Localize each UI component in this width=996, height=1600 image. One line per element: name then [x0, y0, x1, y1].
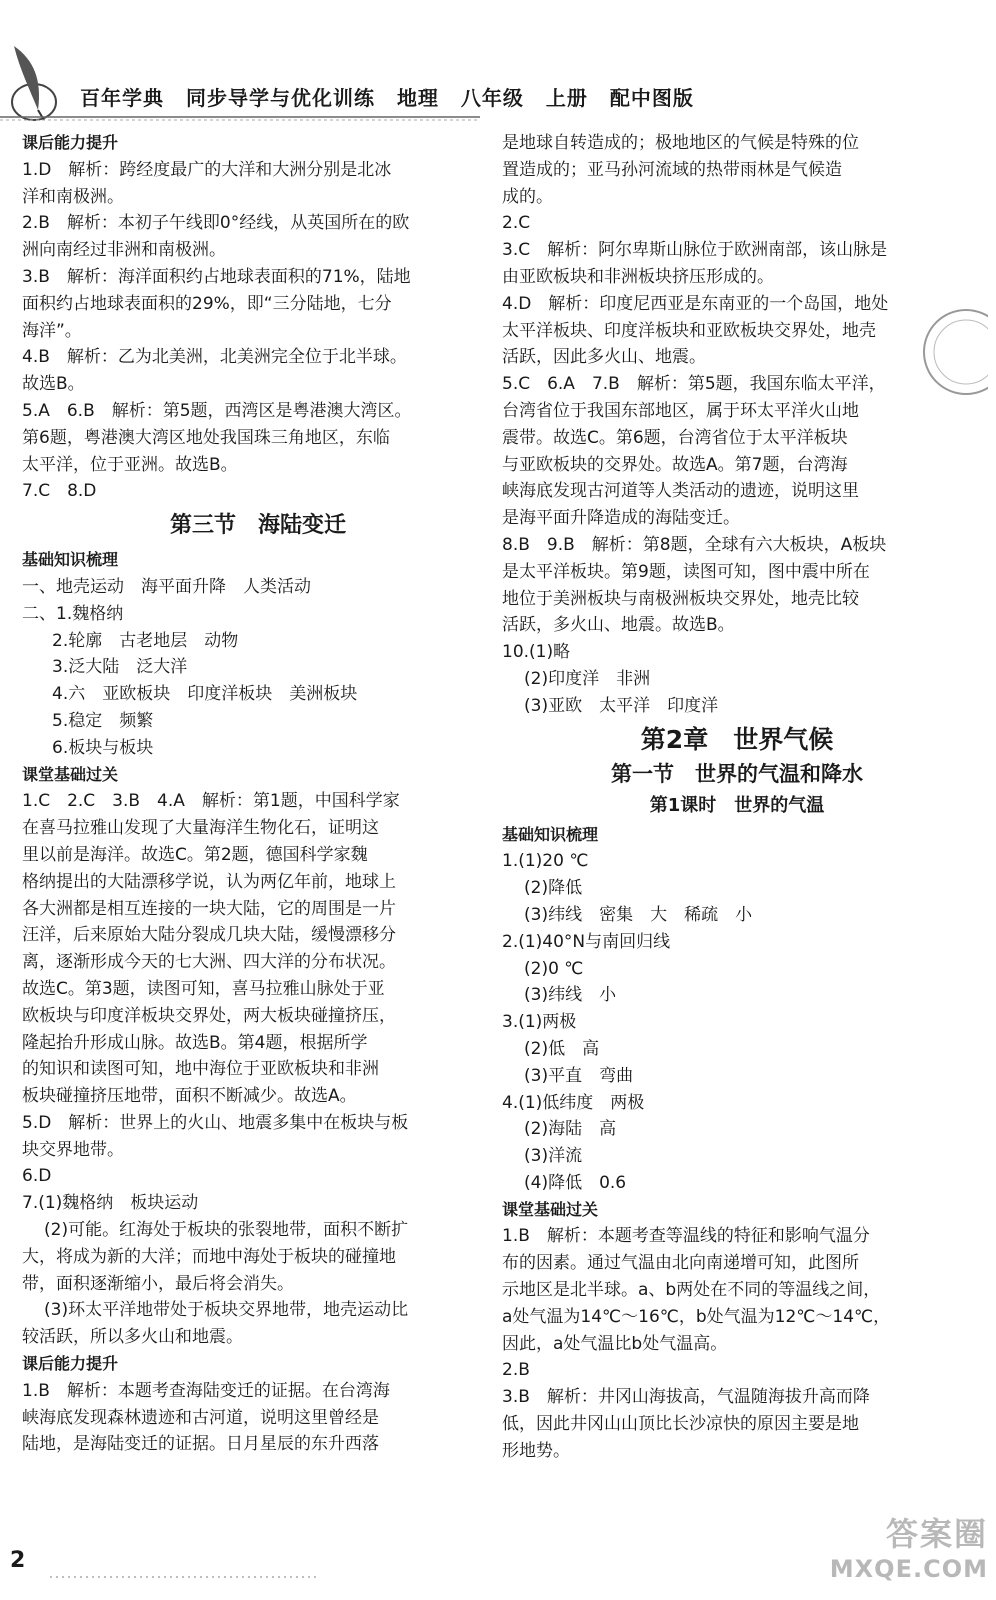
- ind-line: (2)海陆 高: [524, 1119, 617, 1140]
- text-line: 太平洋板块、印度洋板块和亚欧板块交界处，地壳: [502, 320, 876, 341]
- text-line: 峡海底发现森林遗迹和古河道，说明这里曾经是: [22, 1407, 379, 1428]
- text-line: 地位于美洲板块与南极洲板块交界处，地壳比较: [502, 588, 859, 609]
- text-line: 汪洋，后来原始大陆分裂成几块大陆，缓慢漂移分: [22, 925, 396, 946]
- book-subject: 地理: [396, 86, 439, 110]
- text-line: 3.(1)两极: [502, 1012, 577, 1033]
- text-line: 7.C 8.D: [22, 481, 97, 502]
- ind-line: (2)低 高: [524, 1038, 600, 1059]
- header-divider: [0, 113, 480, 123]
- text-line: 板块碰撞挤压地带，面积不断减少。故选A。: [22, 1086, 357, 1107]
- text-line: 2.(1)40°N与南回归线: [502, 931, 671, 952]
- sub-head-line: 课堂基础过关: [22, 764, 119, 784]
- text-line: 陆地，是海陆变迁的证据。日月星辰的东升西落: [22, 1434, 379, 1455]
- text-line: 7.(1)魏格纳 板块运动: [22, 1193, 199, 1214]
- sec-title-line: 第三节 海陆变迁: [169, 513, 346, 539]
- sub-head-line: 课后能力提升: [22, 133, 119, 152]
- text-line: 低，因此井冈山山顶比长沙凉快的原因主要是地: [502, 1414, 859, 1435]
- page-number: 2: [10, 1548, 26, 1573]
- text-line: 置造成的；亚马孙河流域的热带雨林是气候造: [502, 159, 842, 180]
- text-line: 5.C 6.A 7.B 解析：第5题，我国东临太平洋，: [502, 374, 886, 395]
- left-column: [22, 130, 494, 1458]
- ind2-line: 4.六 亚欧板块 印度洋板块 美洲板块: [52, 684, 358, 705]
- ind2-line: 6.板块与板块: [52, 737, 154, 758]
- text-line: 是太平洋板块。第9题，读图可知，图中震中所在: [502, 561, 870, 582]
- ind-line: (4)降低 0.6: [524, 1172, 627, 1193]
- text-line: 8.B 9.B 解析：第8题，全球有六大板块，A板块: [502, 534, 887, 555]
- page-header: [0, 0, 996, 125]
- text-line: 2.C: [502, 213, 531, 234]
- stamp-icon: [918, 300, 988, 410]
- ind-line: (3)平直 弯曲: [524, 1065, 634, 1086]
- text-line: 5.A 6.B 解析：第5题，西湾区是粤港澳大湾区。: [22, 400, 412, 421]
- text-line: 4.D 解析：印度尼西亚是东南亚的一个岛国，地处: [502, 293, 889, 314]
- text-line: 欧板块与印度洋板块交界处，两大板块碰撞挤压，: [22, 1005, 396, 1026]
- text-line: 故选B。: [22, 374, 85, 395]
- text-line: 2.B: [502, 1360, 530, 1381]
- text-line: 离，逐渐形成今天的七大洲、四大洋的分布状况。: [22, 952, 396, 973]
- book-grade: 八年级: [460, 86, 524, 110]
- ind-line: (3)亚欧 太平洋 印度洋: [524, 695, 719, 716]
- text-line: 故选C。第3题，读图可知，喜马拉雅山脉处于亚: [22, 978, 385, 999]
- text-line: 1.C 2.C 3.B 4.A 解析：第1题，中国科学家: [22, 791, 400, 812]
- text-line: 与亚欧板块的交界处。故选A。第7题，台湾海: [502, 454, 848, 475]
- text-line: 洋和南极洲。: [22, 186, 124, 207]
- ind-line: (3)纬线 小: [524, 985, 617, 1006]
- ind2-line: 5.稳定 频繁: [52, 710, 154, 731]
- text-line: 活跃，多火山、地震。故选B。: [502, 615, 735, 636]
- text-line: 太平洋，位于亚洲。故选B。: [22, 454, 238, 475]
- sub-head-line: 基础知识梳理: [22, 550, 119, 570]
- text-line: 震带。故选C。第6题，台湾省位于太平洋板块: [502, 427, 848, 448]
- text-line: 由亚欧板块和非洲板块挤压形成的。: [502, 266, 774, 287]
- book-edition: 配中图版: [609, 86, 694, 110]
- text-line: 4.(1)低纬度 两极: [502, 1092, 645, 1113]
- text-line: 6.D: [22, 1166, 52, 1187]
- text-line: 3.C 解析：阿尔卑斯山脉位于欧洲南部，该山脉是: [502, 240, 888, 261]
- sub-head-line: 课堂基础过关: [502, 1199, 599, 1219]
- text-line: 在喜马拉雅山发现了大量海洋生物化石，证明这: [22, 818, 379, 839]
- ind-line: (2)降低: [524, 878, 583, 899]
- text-line: 活跃，因此多火山、地震。: [502, 347, 706, 368]
- text-line: 1.(1)20 ℃: [502, 851, 589, 872]
- text-line: 面积约占地球表面积的29%，即“三分陆地，七分: [22, 293, 392, 314]
- quill-logo-icon: [4, 40, 66, 122]
- ind2-line: 2.轮廓 古老地层 动物: [52, 630, 239, 651]
- text-line: 带，面积逐渐缩小，最后将会消失。: [22, 1273, 294, 1294]
- text-line: 里以前是海洋。故选C。第2题，德国科学家魏: [22, 844, 368, 865]
- text-line: 1.B 解析：本题考查海陆变迁的证据。在台湾海: [22, 1380, 390, 1401]
- book-title: [80, 82, 708, 111]
- text-line: 形地势。: [502, 1440, 570, 1461]
- book-series: 同步导学与优化训练: [185, 86, 375, 110]
- text-line: 因此，a处气温比b处气温高。: [502, 1333, 728, 1354]
- watermark-url: MXQE.COM: [829, 1555, 988, 1583]
- ch-title-line: 第2章 世界气候: [640, 724, 834, 754]
- text-line: 是海平面升降造成的海陆变迁。: [502, 508, 740, 529]
- text-line: 二、1.魏格纳: [22, 603, 124, 624]
- text-line: 示地区是北半球。a、b两处在不同的等温线之间，: [502, 1280, 881, 1301]
- text-line: 2.B 解析：本初子午线即0°经线，从英国所在的欧: [22, 213, 410, 234]
- footer-divider: [50, 1574, 320, 1580]
- text-line: 大，将成为新的大洋；而地中海处于板块的碰撞地: [22, 1246, 396, 1267]
- text-line: 5.D 解析：世界上的火山、地震多集中在板块与板: [22, 1112, 409, 1133]
- text-line: a处气温为14℃～16℃，b处气温为12℃～14℃，: [502, 1306, 891, 1327]
- text-line: 布的因素。通过气温由北向南递增可知，此图所: [502, 1253, 859, 1274]
- text-line: 各大洲都是相互连接的一块大陆，它的周围是一片: [22, 898, 396, 919]
- text-line: 隆起抬升形成山脉。故选B。第4题，根据所学: [22, 1032, 368, 1053]
- text-line: 海洋”。: [22, 320, 82, 341]
- ind-line: (3)环太平洋地带处于板块交界地带，地壳运动比: [44, 1300, 409, 1321]
- book-volume: 上册: [545, 86, 588, 110]
- book-brand: 百年学典: [80, 86, 164, 110]
- text-line: 3.B 解析：海洋面积约占地球表面积的71%，陆地: [22, 266, 411, 287]
- text-line: 一、地壳运动 海平面升降 人类活动: [22, 576, 311, 597]
- text-line: 洲向南经过非洲和南极洲。: [22, 240, 226, 261]
- text-line: 第6题，粤港澳大湾区地处我国珠三角地区，东临: [22, 427, 390, 448]
- ind-line: (2)可能。红海处于板块的张裂地带，面积不断扩: [44, 1220, 409, 1241]
- text-line: 1.B 解析：本题考查等温线的特征和影响气温分: [502, 1226, 870, 1247]
- sec2-title-line: 第一节 世界的气温和降水: [611, 761, 863, 786]
- text-line: 4.B 解析：乙为北美洲，北美洲完全位于北半球。: [22, 347, 407, 368]
- text-line: 1.D 解析：跨经度最广的大洋和大洲分别是北冰: [22, 159, 392, 180]
- right-column: [502, 130, 972, 1465]
- text-line: 10.(1)略: [502, 642, 571, 663]
- watermark-logo: 答案圈: [885, 1515, 988, 1553]
- text-line: 台湾省位于我国东部地区，属于环太平洋火山地: [502, 400, 859, 421]
- les-title-line: 第1课时 世界的气温: [649, 794, 825, 816]
- text-line: 是地球自转造成的；极地地区的气候是特殊的位: [502, 133, 859, 153]
- text-line: 峡海底发现古河道等人类活动的遗迹，说明这里: [502, 481, 859, 502]
- ind-line: (3)纬线 密集 大 稀疏 小: [524, 904, 753, 925]
- text-line: 3.B 解析：井冈山海拔高，气温随海拔升高而降: [502, 1387, 870, 1408]
- text-line: 较活跃，所以多火山和地震。: [22, 1327, 243, 1348]
- text-line: 的知识和读图可知，地中海位于亚欧板块和非洲: [22, 1059, 379, 1080]
- ind-line: (2)印度洋 非洲: [524, 668, 651, 689]
- ind2-line: 3.泛大陆 泛大洋: [52, 657, 188, 678]
- site-watermark: [808, 1514, 988, 1594]
- text-line: 块交界地带。: [22, 1139, 124, 1160]
- text-line: 成的。: [502, 186, 553, 207]
- text-line: 格纳提出的大陆漂移学说，认为两亿年前，地球上: [22, 871, 396, 892]
- ind-line: (3)洋流: [524, 1146, 583, 1167]
- sub-head-line: 基础知识梳理: [502, 824, 599, 844]
- ind-line: (2)0 ℃: [524, 958, 584, 979]
- sub-head-line: 课后能力提升: [22, 1354, 119, 1374]
